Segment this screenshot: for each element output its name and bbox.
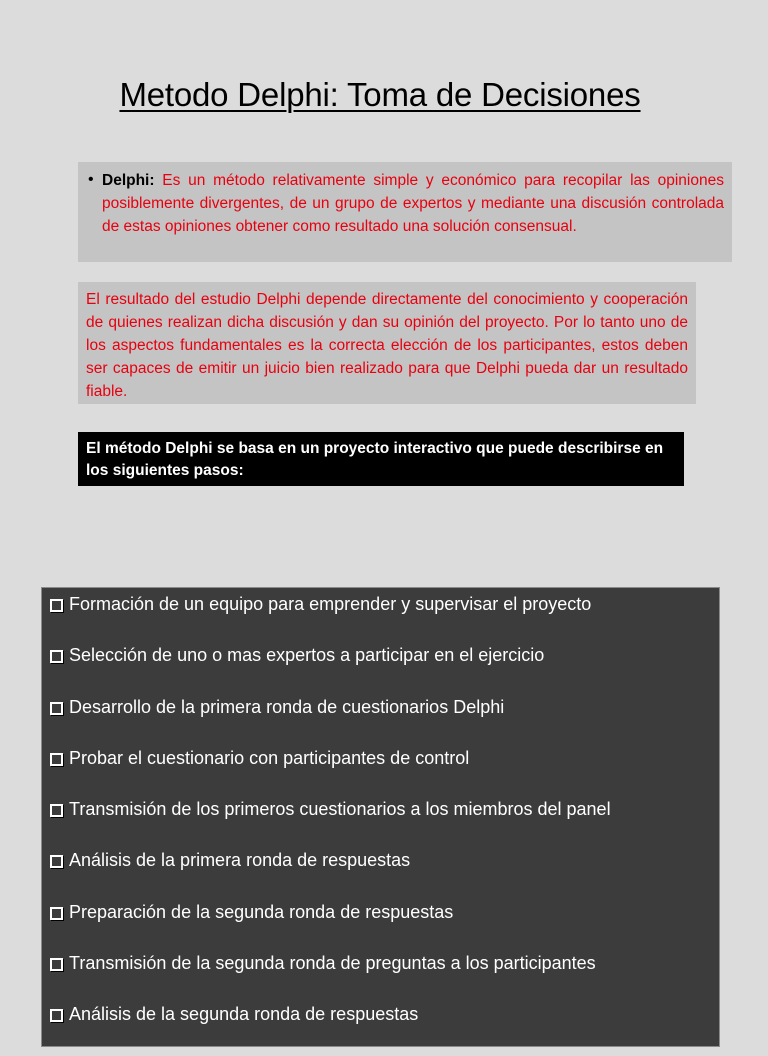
checkbox-icon [50, 650, 63, 663]
checkbox-icon [50, 804, 63, 817]
list-item [50, 850, 719, 901]
list-item [50, 799, 719, 850]
steps-intro-text: El método Delphi se basa en un proyecto interactivo que puede describirse en los siguientes pasos: [86, 440, 664, 479]
steps-list [41, 587, 720, 1047]
list-item [50, 645, 719, 696]
list-item [50, 902, 719, 953]
step-label: Análisis de la segunda ronda de respuestas [69, 1004, 419, 1025]
list-item [50, 1004, 719, 1055]
step-label: Selección de uno o mas expertos a participar en el ejercicio [69, 645, 545, 666]
step-label: Análisis de la primera ronda de respuestas [69, 850, 411, 871]
page-title: Metodo Delphi: Toma de Decisiones [119, 76, 641, 113]
definition-box [78, 162, 732, 262]
checkbox-icon [50, 599, 63, 612]
checkbox-icon [50, 702, 63, 715]
list-item [50, 748, 719, 799]
step-label: Probar el cuestionario con participantes de control [69, 747, 470, 768]
result-paragraph-box [78, 282, 696, 404]
definition-term: Delphi: [102, 172, 155, 189]
list-item [50, 953, 719, 1004]
step-label: Formación de un equipo para emprender y supervisar el proyecto [69, 594, 592, 614]
step-label: Desarrollo de la primera ronda de cuestionarios Delphi [69, 696, 505, 717]
list-item [50, 697, 719, 748]
checkbox-icon [50, 1009, 63, 1022]
result-paragraph-text: El resultado del estudio Delphi depende directamente del conocimiento y cooperación de quienes realizan dicha discusión y dan su opinión del proyecto. Por lo tanto uno de los aspectos fundamentales es la correcta elección de los participantes, estos deben ser capaces de emitir un juicio bien realizado para que Delphi pueda dar un resultado fiable. [86, 291, 688, 400]
list-item [50, 594, 719, 645]
checkbox-icon [50, 753, 63, 766]
step-label: Transmisión de los primeros cuestionarios a los miembros del panel [69, 799, 611, 820]
checkbox-icon [50, 907, 63, 920]
step-label: Preparación de la segunda ronda de respuestas [69, 901, 454, 922]
bullet-icon: • [88, 171, 94, 188]
checkbox-icon [50, 855, 63, 868]
checkbox-icon [50, 958, 63, 971]
steps-intro-box [78, 432, 684, 486]
definition-text: Es un método relativamente simple y económico para recopilar las opiniones posiblemente divergentes, de un grupo de expertos y mediante una discusión controlada de estas opiniones obtener como resultado una solución consensual. [102, 172, 724, 235]
step-label: Transmisión de la segunda ronda de preguntas a los participantes [69, 953, 596, 974]
